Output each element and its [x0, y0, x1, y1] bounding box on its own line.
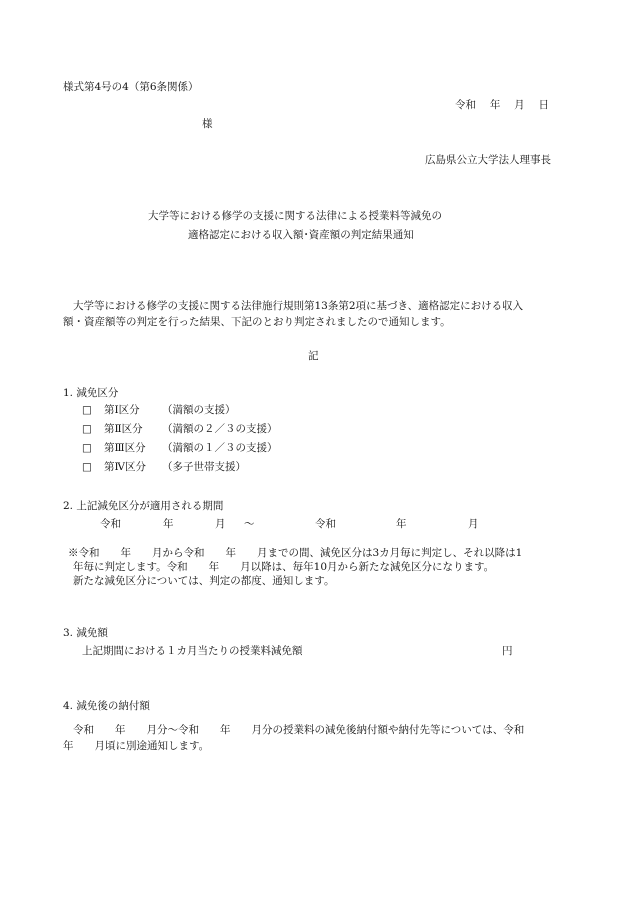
- category-4-label: 第Ⅳ区分: [104, 461, 146, 473]
- period-reiwa-end: 令和: [315, 518, 336, 530]
- intro-line-2: 額・資産額等の判定を行った結果、下記のとおり判定されましたので通知します。: [63, 316, 451, 328]
- period-note-line-2: 年毎に判定します。令和 年 月以降は、毎年10月から新たな減免区分になります。: [73, 561, 495, 573]
- checkbox-category-2[interactable]: □: [82, 423, 92, 435]
- reduction-amount-text: 上記期間における１カ月当たりの授業料減免額: [82, 645, 303, 657]
- title-line-2: 適格認定における収入額･資産額の判定結果通知: [188, 229, 414, 241]
- payment-note-line-1: 令和 年 月分～令和 年 月分の授業料の減免後納付額や納付先等については、令和: [73, 724, 525, 736]
- ki-heading: 記: [308, 350, 319, 362]
- period-month-start: 月: [215, 518, 226, 530]
- period-year-start: 年: [163, 518, 174, 530]
- category-3-desc: （満額の１／３の支援）: [162, 442, 278, 454]
- form-number: 様式第4号の4（第6条関係）: [63, 81, 199, 93]
- section4-heading: 4. 減免後の納付額: [63, 700, 150, 712]
- period-note-line-3: 新たな減免区分については、判定の都度、通知します。: [73, 575, 335, 587]
- checkbox-category-1[interactable]: □: [82, 404, 92, 416]
- period-tilde: ～: [244, 518, 255, 530]
- period-year-end: 年: [396, 518, 407, 530]
- category-1-desc: （満額の支援）: [162, 404, 236, 416]
- category-2-desc: （満額の２／３の支援）: [162, 423, 278, 435]
- title-line-1: 大学等における修学の支援に関する法律による授業料等減免の: [148, 210, 442, 222]
- section3-heading: 3. 減免額: [63, 627, 108, 639]
- checkbox-category-4[interactable]: □: [82, 461, 92, 473]
- section1-heading: 1. 減免区分: [63, 387, 119, 399]
- category-4-desc: （多子世帯支援）: [162, 461, 246, 473]
- section2-heading: 2. 上記減免区分が適用される期間: [63, 500, 224, 512]
- category-2-label: 第Ⅱ区分: [104, 423, 143, 435]
- recipient-suffix: 様: [202, 118, 213, 130]
- period-month-end: 月: [468, 518, 479, 530]
- period-note-line-1: ※令和 年 月から令和 年 月までの間、減免区分は3カ月毎に判定し、それ以降は1: [68, 547, 523, 559]
- checkbox-category-3[interactable]: □: [82, 442, 92, 454]
- category-3-label: 第Ⅲ区分: [104, 442, 146, 454]
- category-1-label: 第Ⅰ区分: [104, 404, 140, 416]
- reduction-amount-unit: 円: [502, 645, 513, 657]
- issue-date: 令和 年 月 日: [455, 99, 550, 111]
- issuer-name: 広島県公立大学法人理事長: [425, 154, 551, 166]
- period-reiwa-start: 令和: [100, 518, 121, 530]
- intro-line-1: 大学等における修学の支援に関する法律施行規則第13条第2項に基づき、適格認定における収入: [73, 300, 524, 312]
- payment-note-line-2: 年 月頃に別途通知します。: [63, 740, 210, 752]
